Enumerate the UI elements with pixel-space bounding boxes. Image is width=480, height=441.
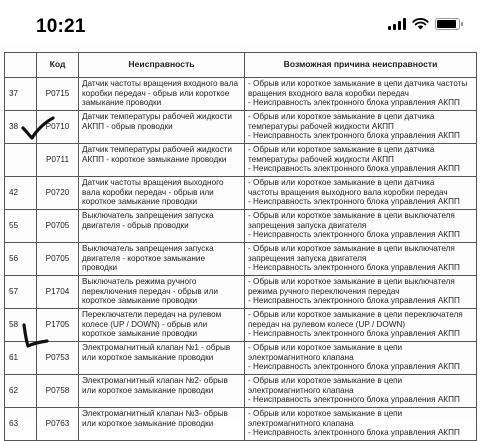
fault-code: P0763 (37, 408, 79, 441)
fault-description: Электромагнитный клапан №3- обрыв или короткое замыкание проводки (79, 408, 245, 441)
fault-description: Датчик температуры рабочей жидкости АКПП - короткое замыкание проводки (79, 144, 245, 177)
row-number: 42 (5, 177, 37, 210)
fault-code: P0710 (37, 111, 79, 144)
possible-cause (245, 408, 477, 441)
cause-line: - Неисправность электронного блока управления АКПП (248, 329, 460, 339)
fault-code: P0720 (37, 177, 79, 210)
possible-cause (245, 210, 477, 243)
cause-line: - Обрыв или короткое замыкание в цепи датчика частоты (248, 79, 468, 88)
table-row (5, 177, 477, 210)
header-code: Код (37, 53, 79, 78)
possible-cause (245, 375, 477, 408)
fault-code: P0715 (37, 78, 79, 111)
cause-line: вращения входного вала коробки передач (248, 88, 409, 98)
cause-line: - Обрыв или короткое замыкание в цепи выключателя (248, 277, 455, 286)
cause-line: - Неисправность электронного блока управления АКПП (248, 164, 460, 174)
cause-line: электромагнитного клапана (248, 352, 354, 362)
table-row (5, 144, 477, 177)
fault-description: Электромагнитный клапан №1 - обрыв или короткое замыкание проводки (79, 342, 245, 375)
cause-line: запрещения запуска двигателя (248, 220, 367, 230)
cause-line: - Обрыв или короткое замыкание в цепи датчика (248, 178, 435, 187)
table-row (5, 408, 477, 441)
fault-description: Выключатель запрещения запуска двигателя - обрыв проводки (79, 210, 245, 243)
cause-line: режима ручного переключения передач (248, 286, 400, 296)
fault-code: P1705 (37, 309, 79, 342)
fault-description: Выключатель режима ручного переключения передач - обрыв или короткое замыкание проводки (79, 276, 245, 309)
cause-line: частоты вращения выходного вала коробки передач (248, 187, 448, 197)
row-number: 38 (5, 111, 37, 144)
row-number: 57 (5, 276, 37, 309)
cause-line: - Обрыв или короткое замыкание в цепи датчика (248, 145, 435, 154)
row-number: 56 (5, 243, 37, 276)
cause-line: - Неисправность электронного блока управления АКПП (248, 263, 460, 273)
header-number (5, 53, 37, 78)
cause-line: - Неисправность электронного блока управления АКПП (248, 362, 460, 372)
document-photo (0, 44, 480, 438)
table-row (5, 243, 477, 276)
row-number: 37 (5, 78, 37, 111)
fault-description: Датчик частоты вращения входного вала коробки передач - обрыв или короткое замыкание проводки (79, 78, 245, 111)
table-row (5, 309, 477, 342)
possible-cause (245, 276, 477, 309)
fault-code: P0753 (37, 342, 79, 375)
fault-code: P0711 (37, 144, 79, 177)
row-number: 61 (5, 342, 37, 375)
cause-line: - Неисправность электронного блока управления АКПП (248, 98, 460, 108)
table-body (5, 78, 477, 441)
possible-cause (245, 309, 477, 342)
cause-line: передач на рулевом колесе (UP / DOWN) (248, 319, 406, 329)
cause-line: электромагнитного клапана (248, 385, 354, 395)
cause-line: - Обрыв или короткое замыкание в цепи выключателя (248, 244, 455, 253)
header-cause: Возможная причина неисправности (245, 53, 477, 78)
fault-code: P0758 (37, 375, 79, 408)
fault-description: Выключатель запрещения запуска двигателя - короткое замыкание проводки (79, 243, 245, 276)
table-row (5, 210, 477, 243)
cause-line: - Обрыв или короткое замыкание в цепи выключателя (248, 211, 455, 220)
cause-line: - Обрыв или короткое замыкание в цепи переключателя (248, 310, 463, 319)
table-row (5, 375, 477, 408)
header-fault: Неисправность (79, 53, 245, 78)
cause-line: - Неисправность электронного блока управления АКПП (248, 296, 460, 306)
table-row (5, 276, 477, 309)
cause-line: температуры рабочей жидкости АКПП (248, 121, 394, 131)
cause-line: температуры рабочей жидкости АКПП (248, 154, 394, 164)
fault-description: Переключатели передач на рулевом колесе (UP / DOWN) - обрыв или короткое замыкание проводки (79, 309, 245, 342)
cause-line: - Обрыв или короткое замыкание в цепи (248, 409, 403, 418)
status-time: 10:21 (36, 16, 86, 37)
possible-cause (245, 144, 477, 177)
cause-line: - Неисправность электронного блока управления АКПП (248, 428, 460, 438)
cause-line: - Неисправность электронного блока управления АКПП (248, 197, 460, 207)
wifi-icon (412, 18, 429, 30)
fault-code: P0705 (37, 210, 79, 243)
row-number: 58 (5, 309, 37, 342)
fault-description: Электромагнитный клапан №2- обрыв или короткое замыкание проводки (79, 375, 245, 408)
row-number: 63 (5, 408, 37, 441)
possible-cause (245, 342, 477, 375)
fault-code: P1704 (37, 276, 79, 309)
status-icons (388, 18, 460, 30)
cause-line: электромагнитного клапана (248, 418, 354, 428)
possible-cause (245, 78, 477, 111)
possible-cause (245, 111, 477, 144)
cause-line: - Обрыв или короткое замыкание в цепи (248, 343, 403, 352)
cause-line: - Обрыв или короткое замыкание в цепи датчика (248, 112, 435, 121)
table-header-row (5, 53, 477, 78)
possible-cause (245, 243, 477, 276)
battery-icon (435, 18, 460, 30)
table-row (5, 342, 477, 375)
fault-description: Датчик частоты вращения выходного вала коробки передач - обрыв или короткое замыкание проводки (79, 177, 245, 210)
cause-line: - Обрыв или короткое замыкание в цепи (248, 376, 403, 385)
row-number: 62 (5, 375, 37, 408)
fault-description: Датчик температуры рабочей жидкости АКПП - обрыв проводки (79, 111, 245, 144)
status-bar (0, 0, 480, 44)
table-row (5, 111, 477, 144)
fault-code-table (4, 52, 477, 441)
cellular-signal-icon (388, 18, 406, 30)
cause-line: запрещения запуска двигателя (248, 253, 367, 263)
possible-cause (245, 177, 477, 210)
row-number: 55 (5, 210, 37, 243)
cause-line: - Неисправность электронного блока управления АКПП (248, 395, 460, 405)
cause-line: - Неисправность электронного блока управления АКПП (248, 230, 460, 240)
cause-line: - Неисправность электронного блока управления АКПП (248, 131, 460, 141)
table-row (5, 78, 477, 111)
fault-code: P0705 (37, 243, 79, 276)
row-number (5, 144, 37, 177)
